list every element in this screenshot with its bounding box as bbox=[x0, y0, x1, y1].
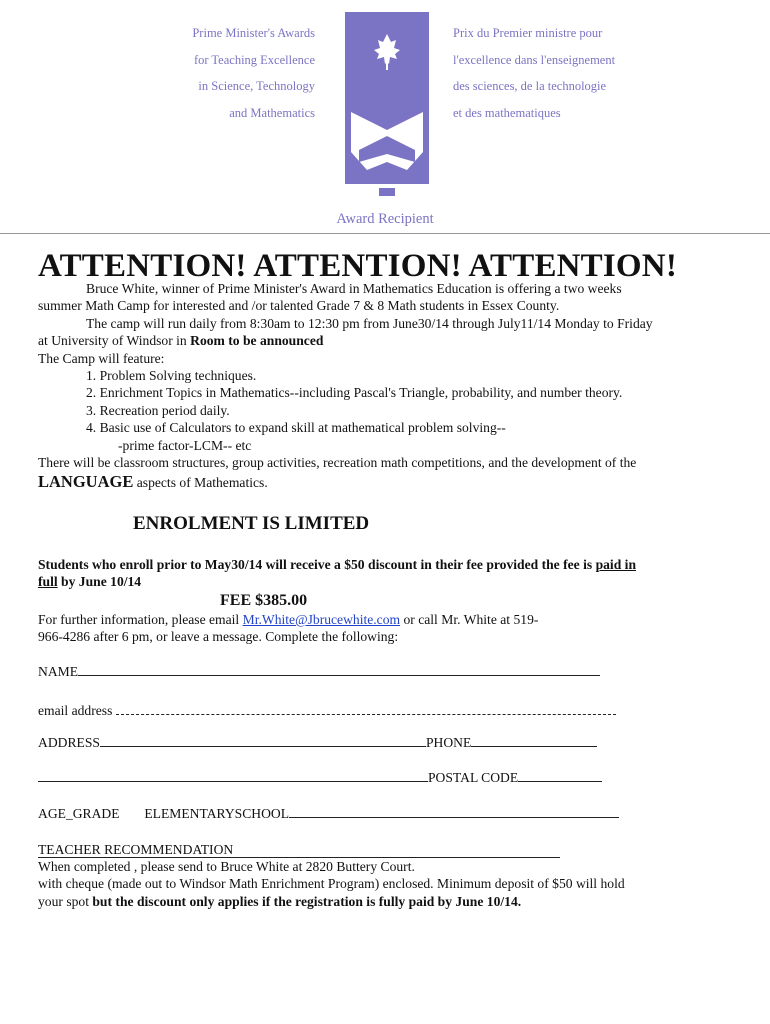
discount-notice bbox=[38, 556, 738, 591]
intro-paragraph-1-cont: summer Math Camp for interested and /or talented Grade 7 & 8 Math students in Essex County. bbox=[38, 298, 560, 314]
footer-spot-text: your spot bbox=[38, 893, 93, 909]
feature-item: 3. Recreation period daily. bbox=[86, 402, 230, 418]
footer-line: with cheque (made out to Windsor Math Enrichment Program) enclosed. Minimum deposit of $50 will hold bbox=[38, 876, 625, 892]
info-phone-cont: 966-4286 after 6 pm, or leave a message. Complete the following: bbox=[38, 629, 399, 645]
feature-item: 2. Enrichment Topics in Mathematics--including Pascal's Triangle, probability, and number theory. bbox=[86, 385, 623, 401]
language-rest: aspects of Mathematics. bbox=[133, 475, 268, 491]
header-english-line: and Mathematics bbox=[229, 105, 315, 120]
info-text: For further information, please email bbox=[38, 612, 243, 627]
address-field-row bbox=[38, 735, 597, 751]
discount-full: full bbox=[38, 574, 58, 590]
age-grade-label: AGE_GRADE bbox=[38, 806, 120, 821]
intro-paragraph-2-cont bbox=[38, 332, 738, 349]
footer-line bbox=[38, 893, 738, 910]
header-french-block bbox=[453, 20, 753, 126]
language-word: LANGUAGE bbox=[38, 472, 134, 492]
teacher-label: TEACHER RECOMMENDATION bbox=[38, 842, 234, 857]
header-english-line: Prime Minister's Awards bbox=[192, 26, 315, 40]
teacher-field-row bbox=[38, 842, 560, 858]
info-phone-text: or call Mr. White at 519- bbox=[400, 612, 539, 627]
header-french-line: et des mathematiques bbox=[453, 105, 561, 120]
postal-code-field[interactable] bbox=[518, 770, 602, 782]
language-line bbox=[38, 473, 738, 491]
footer-instructions bbox=[38, 858, 738, 910]
classroom-paragraph: There will be classroom structures, group activities, recreation math competitions, and the development of the bbox=[38, 455, 637, 471]
phone-label: PHONE bbox=[425, 735, 472, 750]
email-label: email address bbox=[38, 703, 113, 718]
name-field-row bbox=[38, 664, 600, 680]
intro-section bbox=[38, 280, 738, 492]
email-field[interactable] bbox=[116, 703, 616, 715]
header-french-line: des sciences, de la technologie bbox=[453, 79, 607, 93]
intro-paragraph-1: Bruce White, winner of Prime Minister's Award in Mathematics Education is offering a two weeks bbox=[86, 281, 622, 296]
enrolment-heading: ENROLMENT IS LIMITED bbox=[133, 513, 370, 534]
award-recipient-label: Award Recipient bbox=[336, 211, 434, 227]
fee-amount: FEE $385.00 bbox=[220, 592, 308, 609]
address-line-2-field[interactable] bbox=[38, 770, 428, 782]
name-label: NAME bbox=[38, 664, 79, 679]
intro-paragraph-2: The camp will run daily from 8:30am to 12:30 pm from June30/14 through July11/14 Monday to Friday bbox=[86, 315, 653, 331]
discount-deadline: by June 10/14 bbox=[57, 574, 142, 590]
discount-paid-in: paid in bbox=[595, 557, 637, 572]
name-field[interactable] bbox=[78, 664, 600, 676]
room-text: Room to be announced bbox=[190, 333, 324, 349]
feature-item: 4. Basic use of Calculators to expand skill at mathematical problem solving-- bbox=[86, 420, 506, 436]
address-label: ADDRESS bbox=[38, 735, 100, 750]
school-field[interactable] bbox=[289, 806, 619, 818]
header-english-block bbox=[120, 20, 315, 126]
header-divider bbox=[0, 233, 770, 234]
email-link[interactable]: Mr.White@Jbrucewhite.com bbox=[242, 612, 401, 627]
footer-discount-note: but the discount only applies if the registration is fully paid by June 10/14. bbox=[92, 893, 522, 909]
contact-info bbox=[38, 611, 738, 646]
teacher-recommendation-field[interactable] bbox=[38, 842, 560, 858]
feature-item-cont: -prime factor-LCM-- etc bbox=[118, 437, 252, 453]
header-french-line: Prix du Premier ministre pour bbox=[453, 26, 603, 40]
award-logo-icon bbox=[337, 12, 437, 202]
school-label: ELEMENTARYSCHOOL bbox=[144, 806, 290, 821]
phone-field[interactable] bbox=[471, 735, 597, 747]
feature-heading: The Camp will feature: bbox=[38, 350, 165, 366]
location-text: at University of Windsor in bbox=[38, 333, 191, 349]
feature-item: 1. Problem Solving techniques. bbox=[86, 368, 257, 384]
discount-text: Students who enroll prior to May30/14 will receive a $50 discount in their fee provided the fee is bbox=[38, 557, 596, 572]
address-field[interactable] bbox=[100, 735, 426, 747]
footer-line: When completed , please send to Bruce White at 2820 Buttery Court. bbox=[38, 859, 415, 874]
postal-field-row bbox=[38, 770, 602, 786]
header-english-line: in Science, Technology bbox=[198, 79, 315, 93]
header-french-line: l'excellence dans l'enseignement bbox=[453, 52, 616, 67]
postal-code-label: POSTAL CODE bbox=[428, 770, 519, 785]
school-field-row bbox=[38, 806, 619, 822]
email-field-row bbox=[38, 703, 616, 719]
headline: ATTENTION! ATTENTION! ATTENTION! bbox=[38, 248, 678, 284]
header-english-line: for Teaching Excellence bbox=[193, 52, 315, 67]
